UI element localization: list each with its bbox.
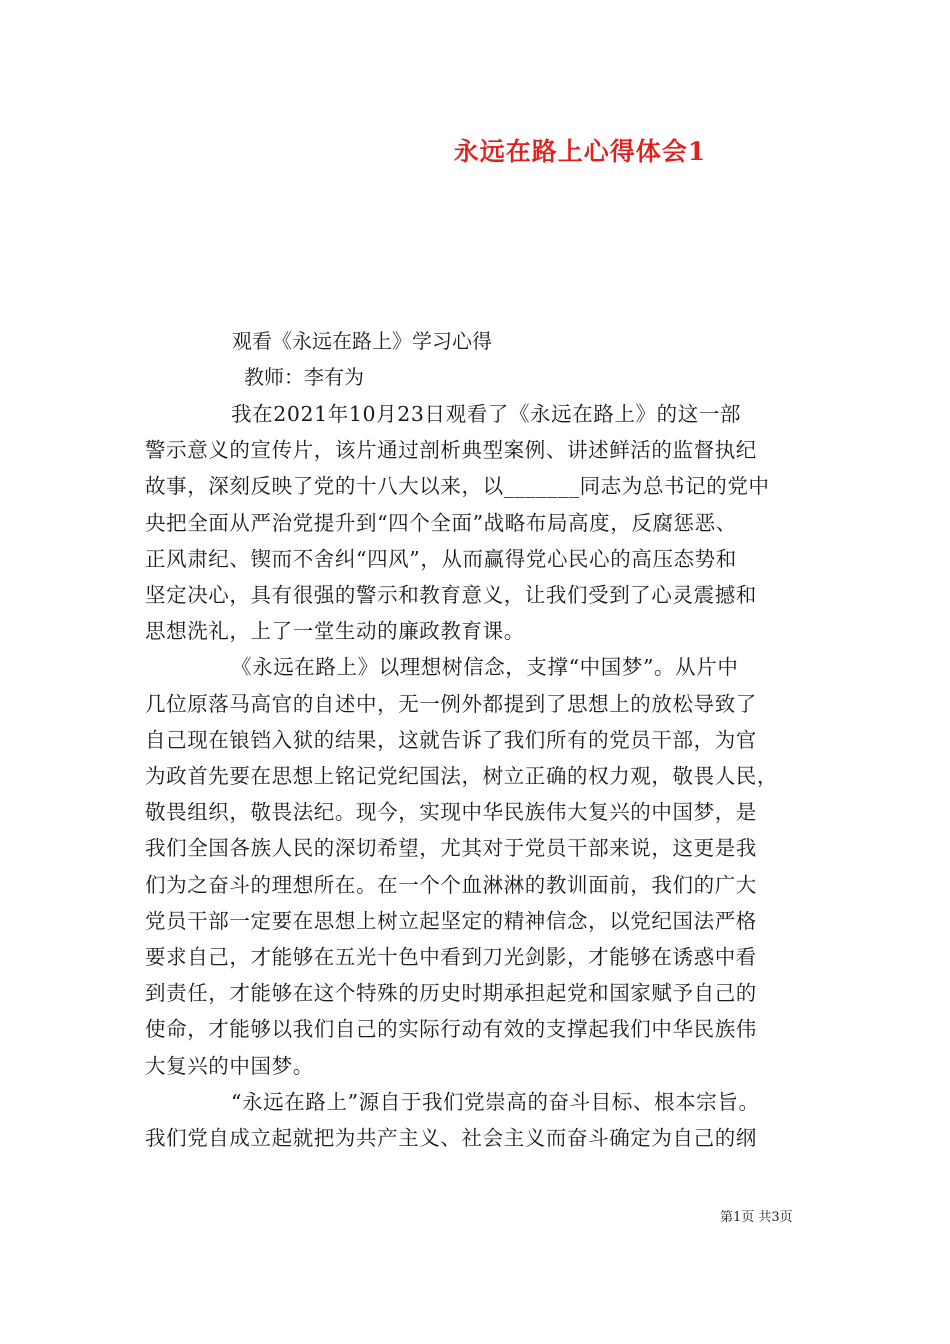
text-line: 我们党自成立起就把为共产主义、社会主义而奋斗确定为自己的纲 [145,1126,757,1151]
paragraph-1 [145,396,815,649]
text-line: 为政首先要在思想上铭记党纪国法，树立正确的权力观，敬畏人民， [145,764,778,789]
text-line: 思想洗礼，上了一堂生动的廉政教育课。 [145,619,525,644]
text-line: 坚定决心，具有很强的警示和教育意义，让我们受到了心灵震撼和 [145,583,757,608]
text-line: 自己现在锒铛入狱的结果，这就告诉了我们所有的党员干部，为官 [145,727,757,752]
text-line: 到责任，才能够在这个特殊的历史时期承担起党和国家赋予自己的 [145,981,757,1006]
text-line: 警示意义的宣传片，该片通过剖析典型案例、讲述鲜活的监督执纪 [145,438,757,463]
text-line: “永远在路上”源自于我们党崇高的奋斗目标、根本宗旨。 [231,1089,760,1114]
text-line: 《永远在路上》以理想树信念，支撑“中国梦”。从片中 [231,655,739,680]
text-line: 大复兴的中国梦。 [145,1053,314,1078]
text-line: 们为之奋斗的理想所在。在一个个血淋淋的教训面前，我们的广大 [145,872,757,897]
text-line: 故事，深刻反映了党的十八大以来，以_______同志为总书记的党中 [145,474,770,499]
text-line: 党员干部一定要在思想上树立起坚定的精神信念，以党纪国法严格 [145,908,757,933]
text-line: 正风肃纪、锲而不舍纠“四风”，从而赢得党心民心的高压态势和 [145,546,737,571]
body-text [145,396,815,1156]
text-line: 几位原落马高官的自述中，无一例外都提到了思想上的放松导致了 [145,691,757,716]
text-line: 要求自己，才能够在五光十色中看到刀光剑影，才能够在诱惑中看 [145,945,757,970]
page-title: 永远在路上心得体会1 [453,137,707,166]
text-line: 央把全面从严治党提升到“四个全面”战略布局高度，反腐惩恶、 [145,510,737,535]
paragraph-2 [145,649,815,1083]
text-line: 我在2021年10月23日观看了《永远在路上》的这一部 [231,402,742,426]
text-line: 敬畏组织，敬畏法纪。现今，实现中华民族伟大复兴的中国梦，是 [145,800,757,825]
author-line: 教师：李有为 [244,365,364,389]
paragraph-3 [145,1084,815,1156]
page-footer: 第1页 共3页 [720,1210,793,1225]
article-heading: 观看《永远在路上》学习心得 [232,329,492,353]
text-line: 使命，才能够以我们自己的实际行动有效的支撑起我们中华民族伟 [145,1017,757,1042]
text-line: 我们全国各族人民的深切希望，尤其对于党员干部来说，这更是我 [145,836,757,861]
